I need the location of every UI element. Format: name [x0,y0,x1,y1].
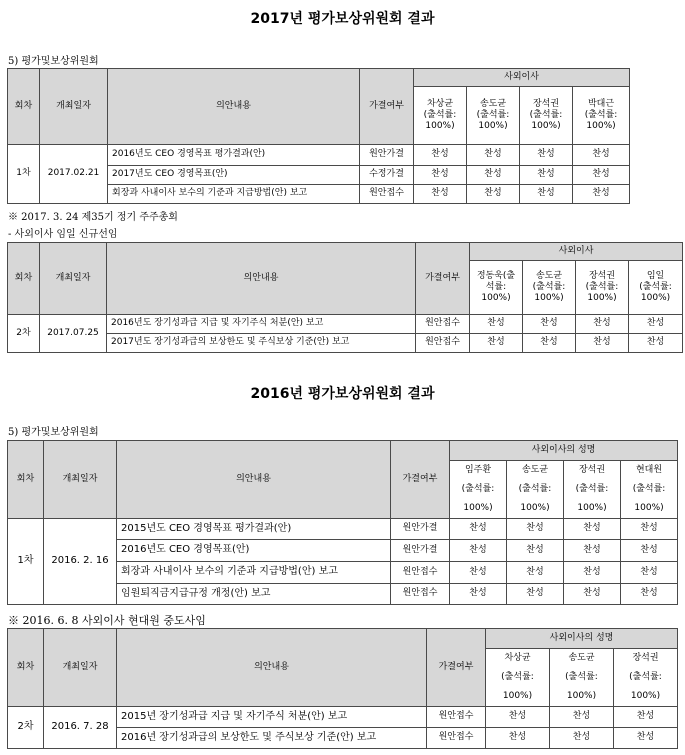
vote-cell: 찬성 [414,185,467,204]
date-cell: 2016. 2. 16 [44,519,117,605]
agenda-cell: 2017년도 장기성과급의 보상한도 및 주식보상 기준(안) 보고 [107,334,416,353]
director-header: 차상균 (출석률: 100%) [486,649,550,707]
vote-cell: 찬성 [550,707,614,728]
result-cell: 원안접수 [416,315,470,334]
vote-cell: 찬성 [550,728,614,749]
director-header: 장석권 (출석률: 100%) [576,261,629,315]
header-round: 회차 [8,69,40,145]
vote-cell: 찬성 [486,707,550,728]
vote-cell: 찬성 [507,562,564,584]
header-date: 개최일자 [40,69,108,145]
vote-cell: 찬성 [564,562,621,584]
director-header: 차상균 (출석률: 100%) [414,87,467,145]
round-cell: 1차 [8,519,44,605]
vote-cell: 찬성 [523,334,576,353]
vote-cell: 찬성 [520,185,573,204]
header-agenda: 의안내용 [117,629,427,707]
vote-cell: 찬성 [450,519,507,540]
vote-cell: 찬성 [576,315,629,334]
vote-cell: 찬성 [470,334,523,353]
director-header: 임주환 (출석률: 100%) [450,461,507,519]
vote-cell: 찬성 [507,540,564,562]
director-header: 장석권 (출석률: 100%) [564,461,621,519]
vote-cell: 찬성 [523,315,576,334]
table-2017-round1 [7,68,630,204]
vote-cell: 찬성 [621,540,678,562]
agenda-cell: 임원퇴직금지급규정 개정(안) 보고 [117,584,391,605]
header-round: 회차 [8,441,44,519]
header-result: 가결여부 [360,69,414,145]
vote-cell: 찬성 [467,166,520,185]
director-header: 장석권 (출석률: 100%) [614,649,678,707]
table-2016-round1 [7,440,678,605]
director-header: 송도균 (출석률: 100%) [507,461,564,519]
header-directors-group: 사외이사 [470,243,683,261]
table-2016-round2 [7,628,678,749]
agenda-cell: 회장과 사내이사 보수의 기준과 지급방법(안) 보고 [108,185,360,204]
vote-cell: 찬성 [507,519,564,540]
date-cell: 2017.07.25 [40,315,107,353]
director-header: 현대원 (출석률: 100%) [621,461,678,519]
note-resignation: ※ 2016. 6. 8 사외이사 현대원 중도사임 [8,614,206,627]
result-cell: 수정가결 [360,166,414,185]
header-agenda: 의안내용 [107,243,416,315]
section-label: 5) 평가및보상위원회 [8,427,99,438]
vote-cell: 찬성 [614,707,678,728]
director-header: 정동욱(출 석률: 100%) [470,261,523,315]
round-cell: 2차 [8,707,44,749]
header-result: 가결여부 [427,629,486,707]
header-directors-group: 사외이사의 성명 [450,441,678,461]
vote-cell: 찬성 [450,540,507,562]
result-cell: 원안접수 [416,334,470,353]
title-2017: 2017년 평가보상위원회 결과 [250,11,435,27]
result-cell: 원안접수 [391,584,450,605]
agenda-cell: 2015년 장기성과급 지급 및 자기주식 처분(안) 보고 [117,707,427,728]
result-cell: 원안접수 [391,562,450,584]
vote-cell: 찬성 [564,584,621,605]
agenda-cell: 2017년도 CEO 경영목표(안) [108,166,360,185]
vote-cell: 찬성 [564,540,621,562]
vote-cell: 찬성 [576,334,629,353]
header-agenda: 의안내용 [117,441,391,519]
agenda-cell: 2016년도 CEO 경영목표(안) [117,540,391,562]
title-2016: 2016년 평가보상위원회 결과 [250,386,435,402]
director-header: 송도균 (출석률: 100%) [550,649,614,707]
vote-cell: 찬성 [520,166,573,185]
vote-cell: 찬성 [564,519,621,540]
header-date: 개최일자 [44,629,117,707]
result-cell: 원안가결 [360,145,414,166]
header-directors-group: 사외이사의 성명 [486,629,678,649]
vote-cell: 찬성 [467,145,520,166]
vote-cell: 찬성 [520,145,573,166]
result-cell: 원안접수 [360,185,414,204]
vote-cell: 찬성 [507,584,564,605]
director-header: 장석권 (출석률: 100%) [520,87,573,145]
vote-cell: 찬성 [486,728,550,749]
agenda-cell: 회장과 사내이사 보수의 기준과 지급방법(안) 보고 [117,562,391,584]
header-directors-group: 사외이사 [414,69,630,87]
header-agenda: 의안내용 [108,69,360,145]
vote-cell: 찬성 [467,185,520,204]
result-cell: 원안가결 [391,540,450,562]
vote-cell: 찬성 [621,584,678,605]
header-result: 가결여부 [416,243,470,315]
header-round: 회차 [8,243,40,315]
director-header: 송도균 (출석률: 100%) [467,87,520,145]
vote-cell: 찬성 [573,166,630,185]
date-cell: 2016. 7. 28 [44,707,117,749]
header-result: 가결여부 [391,441,450,519]
director-header: 임일 (출석률: 100%) [629,261,683,315]
result-cell: 원안가결 [391,519,450,540]
result-cell: 원안접수 [427,728,486,749]
date-cell: 2017.02.21 [40,145,108,204]
vote-cell: 찬성 [414,145,467,166]
header-date: 개최일자 [40,243,107,315]
section-label: 5) 평가및보상위원회 [8,56,99,67]
vote-cell: 찬성 [614,728,678,749]
vote-cell: 찬성 [450,562,507,584]
vote-cell: 찬성 [629,334,683,353]
note-new-director: - 사외이사 임일 신규선임 [8,229,118,240]
vote-cell: 찬성 [621,519,678,540]
vote-cell: 찬성 [629,315,683,334]
agenda-cell: 2016년도 CEO 경영목표 평가결과(안) [108,145,360,166]
vote-cell: 찬성 [450,584,507,605]
agenda-cell: 2016년 장기성과급의 보상한도 및 주식보상 기준(안) 보고 [117,728,427,749]
round-cell: 2차 [8,315,40,353]
director-header: 송도균 (출석률: 100%) [523,261,576,315]
vote-cell: 찬성 [470,315,523,334]
vote-cell: 찬성 [621,562,678,584]
table-2017-round2 [7,242,683,353]
director-header: 박대근 (출석률: 100%) [573,87,630,145]
vote-cell: 찬성 [573,145,630,166]
header-date: 개최일자 [44,441,117,519]
vote-cell: 찬성 [414,166,467,185]
vote-cell: 찬성 [573,185,630,204]
agenda-cell: 2015년도 CEO 경영목표 평가결과(안) [117,519,391,540]
note-agm: ※ 2017. 3. 24 제35기 정기 주주총회 [8,212,178,223]
header-round: 회차 [8,629,44,707]
agenda-cell: 2016년도 장기성과급 지급 및 자기주식 처분(안) 보고 [107,315,416,334]
round-cell: 1차 [8,145,40,204]
result-cell: 원안접수 [427,707,486,728]
